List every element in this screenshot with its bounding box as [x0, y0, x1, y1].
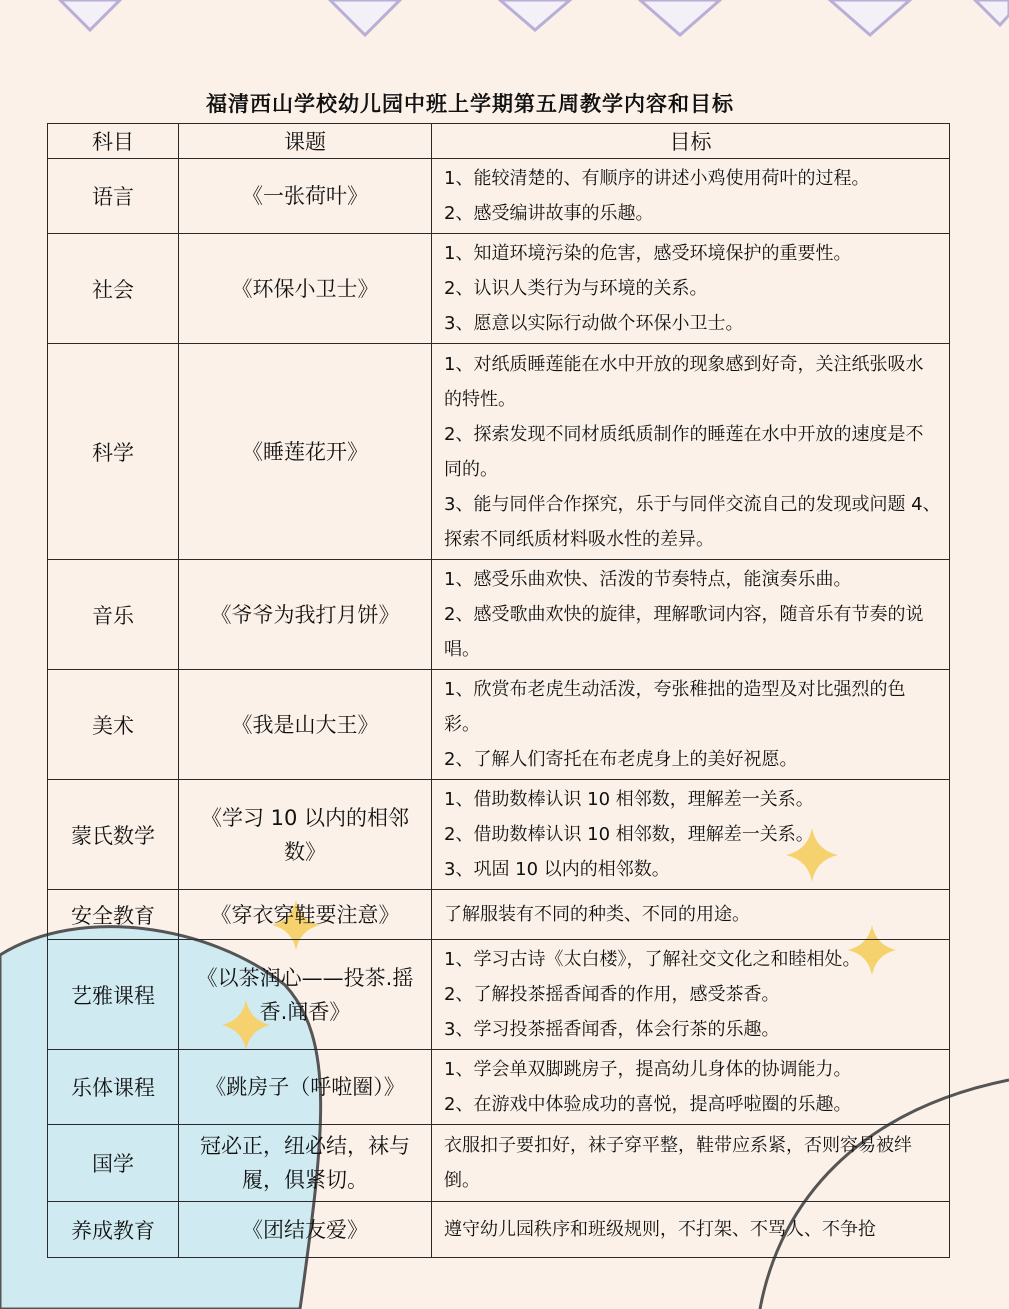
goals-cell — [432, 1050, 950, 1125]
goal-text: 2、在游戏中体验成功的喜悦，提高呼啦圈的乐趣。 — [444, 1094, 852, 1115]
goals-cell — [432, 780, 950, 890]
table-row — [48, 1125, 950, 1202]
topic-cell: 《跳房子（呼啦圈）》 — [179, 1050, 432, 1125]
goals-cell — [432, 159, 950, 234]
topic-cell: 《以茶润心——投茶.摇香.闻香》 — [179, 940, 432, 1050]
topic-cell: 《学习 10 以内的相邻数》 — [179, 780, 432, 890]
table-row — [48, 159, 950, 234]
topic-cell: 《睡莲花开》 — [179, 344, 432, 560]
goal-text: 2、认识人类行为与环境的关系。 — [444, 278, 708, 299]
goal-text: 了解服装有不同的种类、不同的用途。 — [444, 904, 750, 925]
goal-text: 1、学习古诗《太白楼》，了解社交文化之和睦相处。 — [444, 949, 861, 970]
goal-text: 1、知道环境污染的危害，感受环境保护的重要性。 — [444, 243, 852, 264]
subject-cell: 艺雅课程 — [48, 940, 179, 1050]
goals-cell — [432, 344, 950, 560]
table-row — [48, 780, 950, 890]
table-row — [48, 560, 950, 670]
subject-cell: 蒙氏数学 — [48, 780, 179, 890]
page-title: 福清西山学校幼儿园中班上学期第五周教学内容和目标 — [206, 92, 734, 116]
subject-cell: 语言 — [48, 159, 179, 234]
goals-cell — [432, 234, 950, 344]
goals-cell — [432, 670, 950, 780]
table-row — [48, 344, 950, 560]
goal-text: 3、能与同伴合作探究，乐于与同伴交流自己的发现或问题 4、探索不同纸质材料吸水性的差异。 — [444, 493, 941, 550]
goal-text: 1、对纸质睡莲能在水中开放的现象感到好奇，关注纸张吸水的特性。 — [444, 353, 924, 410]
topic-cell: 《一张荷叶》 — [179, 159, 432, 234]
goal-text: 1、感受乐曲欢快、活泼的节奏特点，能演奏乐曲。 — [444, 569, 852, 590]
goal-text: 2、借助数棒认识 10 相邻数，理解差一关系。 — [444, 824, 814, 845]
goal-text: 2、了解投茶摇香闻香的作用，感受茶香。 — [444, 984, 780, 1005]
goals-cell — [432, 1202, 950, 1258]
goal-text: 1、借助数棒认识 10 相邻数，理解差一关系。 — [444, 789, 814, 810]
subject-cell: 国学 — [48, 1125, 179, 1202]
subject-cell: 音乐 — [48, 560, 179, 670]
table-header-row — [48, 124, 950, 159]
top-diamond-border — [60, 0, 1009, 35]
goal-text: 2、感受歌曲欢快的旋律，理解歌词内容，随音乐有节奏的说唱。 — [444, 604, 924, 660]
table-body — [48, 159, 950, 1258]
goal-text: 衣服扣子要扣好，袜子穿平整，鞋带应系紧，否则容易被绊倒。 — [444, 1135, 912, 1191]
goal-text: 1、能较清楚的、有顺序的讲述小鸡使用荷叶的过程。 — [444, 168, 870, 189]
table-row — [48, 670, 950, 780]
goal-text: 3、巩固 10 以内的相邻数。 — [444, 859, 670, 880]
column-header: 科目 — [48, 124, 179, 159]
topic-cell: 冠必正，纽必结，袜与履，俱紧切。 — [179, 1125, 432, 1202]
subject-cell: 美术 — [48, 670, 179, 780]
goal-text: 2、了解人们寄托在布老虎身上的美好祝愿。 — [444, 749, 798, 770]
subject-cell: 养成教育 — [48, 1202, 179, 1258]
topic-cell: 《团结友爱》 — [179, 1202, 432, 1258]
goals-cell — [432, 1125, 950, 1202]
goal-text: 1、欣赏布老虎生动活泼，夸张稚拙的造型及对比强烈的色彩。 — [444, 679, 906, 735]
goals-cell — [432, 560, 950, 670]
subject-cell: 社会 — [48, 234, 179, 344]
subject-cell: 安全教育 — [48, 890, 179, 940]
plan-table — [47, 123, 950, 1258]
topic-cell: 《环保小卫士》 — [179, 234, 432, 344]
goals-cell — [432, 940, 950, 1050]
goal-text: 3、学习投茶摇香闻香，体会行茶的乐趣。 — [444, 1019, 780, 1040]
goal-text: 3、愿意以实际行动做个环保小卫士。 — [444, 313, 744, 334]
table-row — [48, 940, 950, 1050]
goal-text: 1、学会单双脚跳房子，提高幼儿身体的协调能力。 — [444, 1059, 852, 1080]
table-row — [48, 890, 950, 940]
topic-cell: 《爷爷为我打月饼》 — [179, 560, 432, 670]
topic-cell: 《我是山大王》 — [179, 670, 432, 780]
goals-cell — [432, 890, 950, 940]
table-row — [48, 1050, 950, 1125]
topic-cell: 《穿衣穿鞋要注意》 — [179, 890, 432, 940]
subject-cell: 科学 — [48, 344, 179, 560]
column-header: 目标 — [432, 124, 950, 159]
goal-text: 2、感受编讲故事的乐趣。 — [444, 203, 654, 224]
subject-cell: 乐体课程 — [48, 1050, 179, 1125]
table-row — [48, 234, 950, 344]
goal-text: 遵守幼儿园秩序和班级规则，不打架、不骂人、不争抢 — [444, 1219, 876, 1240]
goal-text: 2、探索发现不同材质纸质制作的睡莲在水中开放的速度是不同的。 — [444, 423, 924, 480]
column-header: 课题 — [179, 124, 432, 159]
table-row — [48, 1202, 950, 1258]
